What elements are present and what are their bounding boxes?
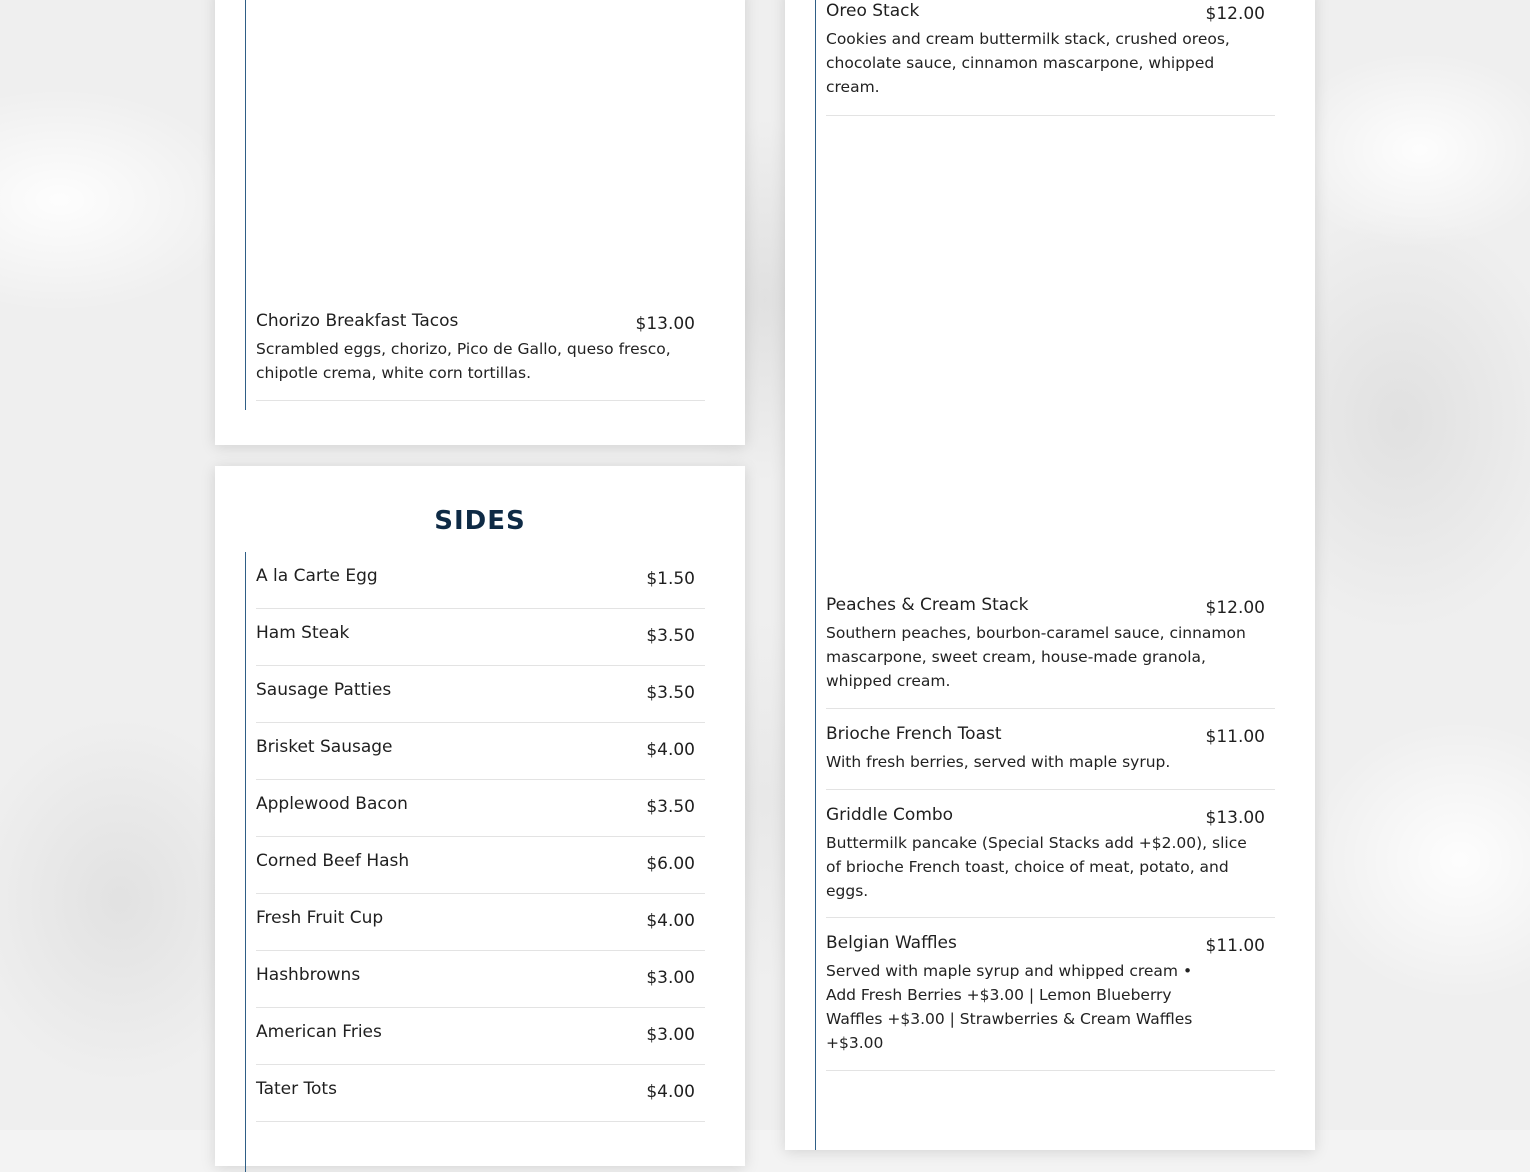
side-item [256, 1065, 705, 1122]
accent-divider-line [815, 0, 816, 1150]
side-item [256, 951, 705, 1008]
menu-item [826, 594, 1275, 709]
side-item [256, 552, 705, 609]
menu-item-description: Southern peaches, bourbon-caramel sauce, cinnamon mascarpone, sweet cream, house-made granola, whipped cream. [826, 624, 1246, 690]
side-item-name: Hashbrowns [256, 965, 361, 985]
menu-item [826, 932, 1275, 1071]
side-item-price: $4.00 [646, 740, 695, 760]
side-item-name: Brisket Sausage [256, 737, 393, 757]
menu-item [826, 0, 1275, 116]
menu-item-name: Peaches & Cream Stack [826, 595, 1029, 615]
side-item [256, 837, 705, 894]
menu-item-name: Chorizo Breakfast Tacos [256, 311, 459, 331]
menu-item-price: $11.00 [1205, 727, 1265, 747]
side-item-name: Corned Beef Hash [256, 851, 410, 871]
side-item-name: Fresh Fruit Cup [256, 908, 384, 928]
menu-item-description: Buttermilk pancake (Special Stacks add +$2.00), slice of brioche French toast, choice of meat, potato, and eggs. [826, 834, 1247, 900]
side-item-price: $3.00 [646, 968, 695, 988]
menu-item-description: Served with maple syrup and whipped cream • Add Fresh Berries +$3.00 | Lemon Blueberry Waffles +$3.00 | Strawberries & Cream Waffles +$3.00 [826, 962, 1193, 1052]
side-item-name: Tater Tots [256, 1079, 337, 1099]
side-item [256, 1008, 705, 1065]
side-item-price: $6.00 [646, 854, 695, 874]
section-title: SIDES [434, 506, 526, 536]
side-item-price: $4.00 [646, 1082, 695, 1102]
side-item-name: A la Carte Egg [256, 566, 378, 586]
side-item-price: $3.00 [646, 1025, 695, 1045]
menu-item-price: $12.00 [1205, 4, 1265, 24]
side-item-name: Applewood Bacon [256, 794, 408, 814]
menu-item [826, 804, 1275, 918]
menu-item [256, 310, 705, 401]
side-item [256, 723, 705, 780]
accent-divider-line [245, 552, 246, 1172]
menu-item-name: Oreo Stack [826, 1, 920, 21]
side-item-price: $3.50 [646, 797, 695, 817]
side-item-price: $3.50 [646, 626, 695, 646]
menu-item-price: $11.00 [1205, 936, 1265, 956]
menu-item-description: With fresh berries, served with maple syrup. [826, 753, 1171, 771]
side-item-name: Sausage Patties [256, 680, 392, 700]
side-item-name: Ham Steak [256, 623, 350, 643]
menu-card-griddle [785, 0, 1315, 1150]
side-item [256, 780, 705, 837]
side-item [256, 894, 705, 951]
side-item-price: $4.00 [646, 911, 695, 931]
side-item-price: $1.50 [646, 569, 695, 589]
menu-item-name: Brioche French Toast [826, 724, 1002, 744]
menu-card-breakfast [215, 0, 745, 445]
menu-item-name: Griddle Combo [826, 805, 954, 825]
side-item [256, 609, 705, 666]
menu-item [826, 723, 1275, 790]
menu-item-name: Belgian Waffles [826, 933, 957, 953]
accent-divider-line [245, 0, 246, 410]
menu-card-sides [215, 466, 745, 1166]
menu-item-price: $13.00 [1205, 808, 1265, 828]
side-item [256, 666, 705, 723]
menu-item-price: $13.00 [635, 314, 695, 334]
menu-item-description: Cookies and cream buttermilk stack, crushed oreos, chocolate sauce, cinnamon mascarpone, whipped cream. [826, 30, 1230, 96]
side-item-name: American Fries [256, 1022, 382, 1042]
menu-item-price: $12.00 [1205, 598, 1265, 618]
menu-item-description: Scrambled eggs, chorizo, Pico de Gallo, queso fresco, chipotle crema, white corn tortillas. [256, 340, 671, 382]
side-item-price: $3.50 [646, 683, 695, 703]
